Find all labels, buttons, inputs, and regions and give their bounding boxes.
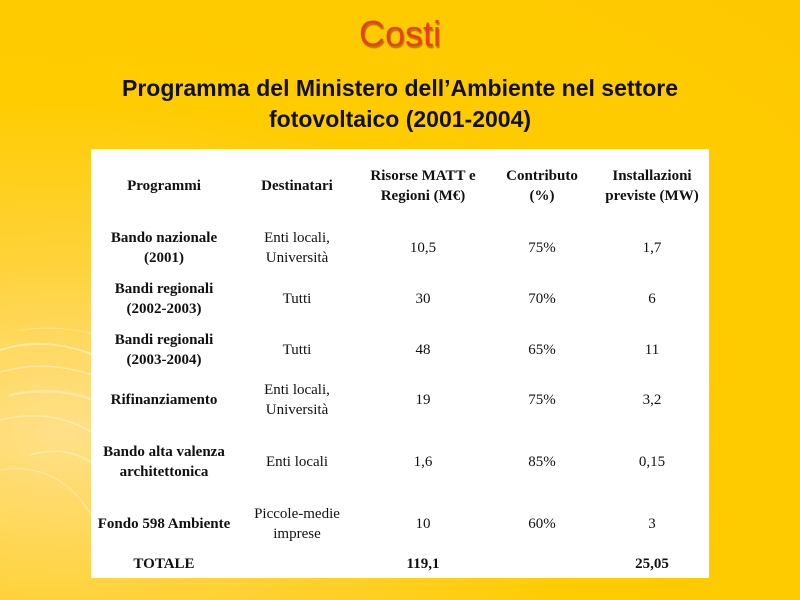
cell-contributo: 65% <box>528 341 556 358</box>
cell-programma: Bando alta valenza architettonica <box>103 444 225 480</box>
cell-programma: Bandi regionali (2003-2004) <box>114 331 214 368</box>
cell-contributo: 75% <box>528 392 556 408</box>
header-risorse: Risorse MATT e Regioni (M€) <box>370 168 476 204</box>
slide-subtitle <box>40 73 760 135</box>
table-row <box>91 375 709 425</box>
costs-table-panel <box>91 149 709 578</box>
total-contributo <box>489 549 595 578</box>
table-row <box>91 425 709 499</box>
cell-risorse: 30 <box>415 290 431 307</box>
cell-destinatari: Enti locali, Università <box>264 382 330 418</box>
cell-destinatari: Enti locali <box>265 454 329 470</box>
table-row <box>91 223 709 273</box>
cell-contributo: 70% <box>528 290 556 307</box>
table-total-row <box>91 549 709 578</box>
header-destinatari: Destinatari <box>261 178 333 194</box>
total-label: TOTALE <box>133 555 195 572</box>
cell-programma: Fondo 598 Ambiente <box>97 516 231 532</box>
cell-contributo: 75% <box>528 240 556 256</box>
cell-destinatari: Tutti <box>282 290 312 307</box>
header-installazioni: Installazioni previste (MW) <box>605 168 699 204</box>
header-contributo: Contributo (%) <box>506 168 578 204</box>
cell-installazioni: 11 <box>644 341 660 358</box>
cell-destinatari: Tutti <box>282 341 312 358</box>
total-risorse: 119,1 <box>406 555 440 572</box>
cell-risorse: 10,5 <box>409 240 437 256</box>
cell-installazioni: 3,2 <box>642 392 662 408</box>
table-row <box>91 273 709 324</box>
cell-programma: Rifinanziamento <box>110 392 218 408</box>
cell-risorse: 48 <box>415 341 431 358</box>
cell-destinatari: Piccole-medie imprese <box>254 506 340 542</box>
table-row <box>91 499 709 549</box>
cell-contributo: 60% <box>528 516 556 532</box>
subtitle-line-2: fotovoltaico (2001-2004) <box>268 106 532 132</box>
cell-contributo: 85% <box>528 454 556 470</box>
total-installazioni: 25,05 <box>635 555 669 572</box>
cell-risorse: 19 <box>415 392 431 408</box>
header-programmi: Programmi <box>127 178 201 194</box>
cell-installazioni: 3 <box>648 516 656 532</box>
cell-programma: Bandi regionali (2002-2003) <box>114 280 214 317</box>
slide-title: Costi <box>358 13 442 54</box>
cell-installazioni: 1,7 <box>642 240 662 256</box>
cell-programma: Bando nazionale (2001) <box>110 230 218 266</box>
subtitle-line-1: Programma del Ministero dell’Ambiente nel settore <box>122 75 678 101</box>
total-destinatari <box>237 549 357 578</box>
cell-risorse: 1,6 <box>413 454 433 470</box>
cell-destinatari: Enti locali, Università <box>264 230 330 266</box>
table-header-row <box>91 149 709 223</box>
cell-installazioni: 6 <box>648 290 656 307</box>
cell-installazioni: 0,15 <box>638 454 666 470</box>
costs-table <box>91 149 709 578</box>
cell-risorse: 10 <box>415 516 431 532</box>
table-row <box>91 324 709 375</box>
